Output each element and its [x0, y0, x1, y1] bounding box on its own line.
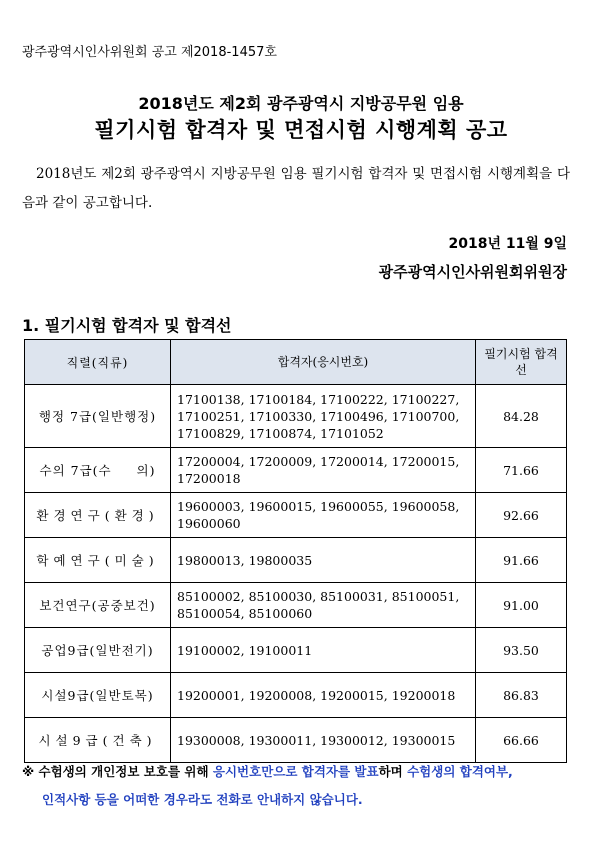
- table-row: [25, 493, 567, 538]
- cutoff-cell: 91.66: [476, 538, 567, 583]
- title-line-1: 2018년도 제2회 광주광역시 지방공무원 임용: [138, 94, 464, 113]
- table-header-row: [25, 340, 567, 385]
- header-cutoff: 필기시험 합격선: [476, 340, 567, 385]
- privacy-notice: [22, 758, 577, 814]
- notice-highlight: 수험생의 합격여부,: [407, 764, 513, 779]
- table-row: [25, 718, 567, 763]
- table-row: [25, 673, 567, 718]
- cutoff-cell: 86.83: [476, 673, 567, 718]
- privacy-notice-line-1: [22, 758, 577, 786]
- privacy-notice-line-2: 인적사항 등을 어떠한 경우라도 전화로 안내하지 않습니다.: [42, 792, 363, 807]
- passers-cell: 19200001, 19200008, 19200015, 19200018: [171, 673, 476, 718]
- table-row: [25, 628, 567, 673]
- job-cell: 환경연구(환경): [25, 493, 171, 538]
- job-cell: 수의 7급(수 의): [25, 448, 171, 493]
- header-passers: 합격자(응시번호): [171, 340, 476, 385]
- cutoff-cell: 93.50: [476, 628, 567, 673]
- cutoff-cell: 84.28: [476, 385, 567, 448]
- passers-cell: 19300008, 19300011, 19300012, 19300015: [171, 718, 476, 763]
- table-row: [25, 583, 567, 628]
- table-row: [25, 385, 567, 448]
- job-cell: 시설9급(일반토목): [25, 673, 171, 718]
- notice-highlight: 응시번호만으로 합격자를 발표: [212, 764, 379, 779]
- intro-paragraph: 2018년도 제2회 광주광역시 지방공무원 임용 필기시험 합격자 및 면접시험 시행계획을 다음과 같이 공고합니다.: [22, 166, 570, 211]
- notice-date: 2018년 11월 9일: [448, 236, 567, 252]
- cutoff-cell: 92.66: [476, 493, 567, 538]
- passers-cell: 19800013, 19800035: [171, 538, 476, 583]
- table-row: [25, 538, 567, 583]
- results-table: [24, 339, 567, 763]
- passers-cell: 19100002, 19100011: [171, 628, 476, 673]
- passers-cell: 85100002, 85100030, 85100031, 85100051, 85100054, 85100060: [171, 583, 476, 628]
- passers-cell: 19600003, 19600015, 19600055, 19600058, 19600060: [171, 493, 476, 538]
- notice-text: 하며: [378, 764, 408, 779]
- notice-number: 광주광역시인사위원회 공고 제2018-1457호: [22, 45, 277, 60]
- job-cell: 시설9급(건축): [25, 718, 171, 763]
- section-title: 1. 필기시험 합격자 및 합격선: [22, 316, 232, 335]
- cutoff-cell: 91.00: [476, 583, 567, 628]
- cutoff-cell: 71.66: [476, 448, 567, 493]
- job-cell: 학예연구(미술): [25, 538, 171, 583]
- job-cell: 보건연구(공중보건): [25, 583, 171, 628]
- passers-cell: 17100138, 17100184, 17100222, 17100227, 17100251, 17100330, 17100496, 17100700, 17100829, 17100874, 17101052: [171, 385, 476, 448]
- cutoff-cell: 66.66: [476, 718, 567, 763]
- table-row: [25, 448, 567, 493]
- passers-cell: 17200004, 17200009, 17200014, 17200015, 17200018: [171, 448, 476, 493]
- title-line-2: 필기시험 합격자 및 면접시험 시행계획 공고: [94, 118, 508, 142]
- notice-text: ※ 수험생의 개인정보 보호를 위해: [22, 764, 213, 779]
- job-cell: 공업9급(일반전기): [25, 628, 171, 673]
- issuer: 광주광역시인사위원회위원장: [378, 263, 567, 281]
- job-cell: 행정 7급(일반행정): [25, 385, 171, 448]
- header-job: 직렬(직류): [25, 340, 171, 385]
